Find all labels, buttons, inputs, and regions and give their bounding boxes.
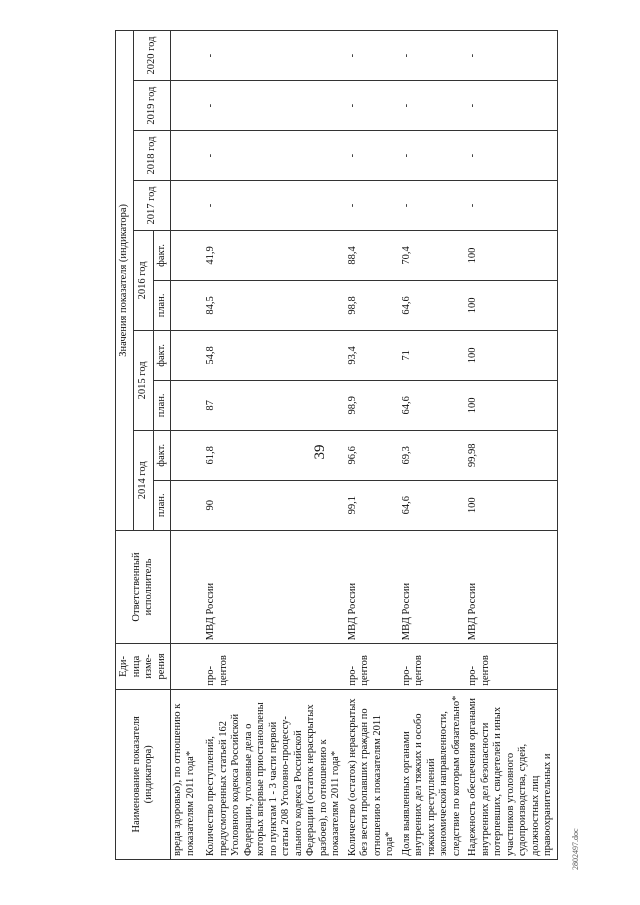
header-2014-plan: план. <box>153 480 171 530</box>
header-2020: 2020 год <box>133 31 171 81</box>
unit-cell: про-центов <box>465 644 557 689</box>
value-2019: - <box>203 81 345 131</box>
header-2015: 2015 год <box>133 330 153 430</box>
value-2020: - <box>345 31 399 81</box>
value-2016-fact: 70,4 <box>399 230 466 280</box>
value-2016-fact: 100 <box>465 230 557 280</box>
indicator-table <box>115 30 558 860</box>
value-2016-plan: 98,8 <box>345 280 399 330</box>
unit-cell <box>171 644 204 689</box>
document-code: 2802497.doc <box>571 828 580 870</box>
header-2016-plan: план. <box>153 280 171 330</box>
value-2015-plan: 87 <box>203 380 345 430</box>
value-2019: - <box>465 81 557 131</box>
value-2016-fact: 41,9 <box>203 230 345 280</box>
indicator-table-wrapper <box>115 30 585 860</box>
value-2018 <box>171 131 204 181</box>
table-row <box>399 31 466 860</box>
value-2019 <box>171 81 204 131</box>
value-2020 <box>171 31 204 81</box>
header-unit: Еди-ница изме-рения <box>116 644 171 689</box>
value-2015-fact <box>171 330 204 380</box>
unit-cell: про-центов <box>399 644 466 689</box>
value-2019: - <box>345 81 399 131</box>
value-2016-fact: 88,4 <box>345 230 399 280</box>
executor-cell: МВД России <box>399 530 466 644</box>
table-row <box>345 31 399 860</box>
value-2015-plan: 98,9 <box>345 380 399 430</box>
indicator-name: Надежность обеспечения органами внутренних дел безопасности потерпевших, свидетелей и иных участников уголовного судопроизводства, судей, должностных лиц правоохранительных и <box>465 689 557 859</box>
value-2016-plan: 100 <box>465 280 557 330</box>
value-2016-plan: 84,5 <box>203 280 345 330</box>
value-2014-fact <box>171 430 204 480</box>
value-2017: - <box>203 181 345 231</box>
value-2014-fact: 69,3 <box>399 430 466 480</box>
header-name: Наименование показателя (индикатора) <box>116 689 171 859</box>
executor-cell <box>171 530 204 644</box>
header-2014: 2014 год <box>133 430 153 530</box>
value-2014-plan: 90 <box>203 480 345 530</box>
value-2014-fact: 96,6 <box>345 430 399 480</box>
value-2015-fact: 100 <box>465 330 557 380</box>
executor-cell: МВД России <box>465 530 557 644</box>
value-2014-plan: 64,6 <box>399 480 466 530</box>
executor-cell: МВД России <box>345 530 399 644</box>
value-2020: - <box>203 31 345 81</box>
value-2020: - <box>465 31 557 81</box>
indicator-name: Доля выявленных органами внутренних дел тяжких и особо тяжких преступлений экономической направленности, следствие по которым обязательно* <box>399 689 466 859</box>
value-2020: - <box>399 31 466 81</box>
value-2017: - <box>399 181 466 231</box>
value-2017: - <box>345 181 399 231</box>
value-2015-fact: 71 <box>399 330 466 380</box>
table-row <box>171 31 204 860</box>
indicator-name: вреда здоровью), по отношению к показателям 2011 года* <box>171 689 204 859</box>
value-2014-fact: 61,8 <box>203 430 345 480</box>
unit-cell: про-центов <box>345 644 399 689</box>
value-2014-plan <box>171 480 204 530</box>
executor-cell: МВД России <box>203 530 345 644</box>
header-2016-fact: факт. <box>153 230 171 280</box>
value-2015-fact: 54,8 <box>203 330 345 380</box>
value-2014-plan: 100 <box>465 480 557 530</box>
value-2016-fact <box>171 230 204 280</box>
value-2018: - <box>399 131 466 181</box>
value-2015-plan <box>171 380 204 430</box>
header-2018: 2018 год <box>133 131 171 181</box>
indicator-name: Количество (остаток) нераскрытых без вести пропавших граждан по отношению к показателям 2011 года* <box>345 689 399 859</box>
header-executor: Ответственный исполнитель <box>116 530 171 644</box>
header-2014-fact: факт. <box>153 430 171 480</box>
header-2017: 2017 год <box>133 181 171 231</box>
value-2017 <box>171 181 204 231</box>
value-2018: - <box>465 131 557 181</box>
value-2015-fact: 93,4 <box>345 330 399 380</box>
value-2018: - <box>345 131 399 181</box>
value-2014-plan: 99,1 <box>345 480 399 530</box>
value-2018: - <box>203 131 345 181</box>
value-2015-plan: 64,6 <box>399 380 466 430</box>
value-2016-plan <box>171 280 204 330</box>
table-row <box>465 31 557 860</box>
table-row <box>203 31 345 860</box>
unit-cell: про-центов <box>203 644 345 689</box>
value-2017: - <box>465 181 557 231</box>
header-values-group: Значения показателя (индикатора) <box>116 31 134 531</box>
value-2016-plan: 64,6 <box>399 280 466 330</box>
indicator-name: Количество преступлений, предусмотренных статьей 162 Уголовного кодекса Российской Федерации, уголовные дела о которых впервые приостановлены по пунктам 1 - 3 части первой статьи 208 Уголовно-процессу-ального кодекса Российской Федерации (остаток нераскрытых разбоев), по отношению к показателям 2011 года* <box>203 689 345 859</box>
header-2016: 2016 год <box>133 230 153 330</box>
value-2014-fact: 99,98 <box>465 430 557 480</box>
header-2019: 2019 год <box>133 81 171 131</box>
table-body <box>171 31 558 860</box>
header-2015-plan: план. <box>153 380 171 430</box>
header-2015-fact: факт. <box>153 330 171 380</box>
page-number: 39 <box>311 444 328 460</box>
value-2019: - <box>399 81 466 131</box>
value-2015-plan: 100 <box>465 380 557 430</box>
